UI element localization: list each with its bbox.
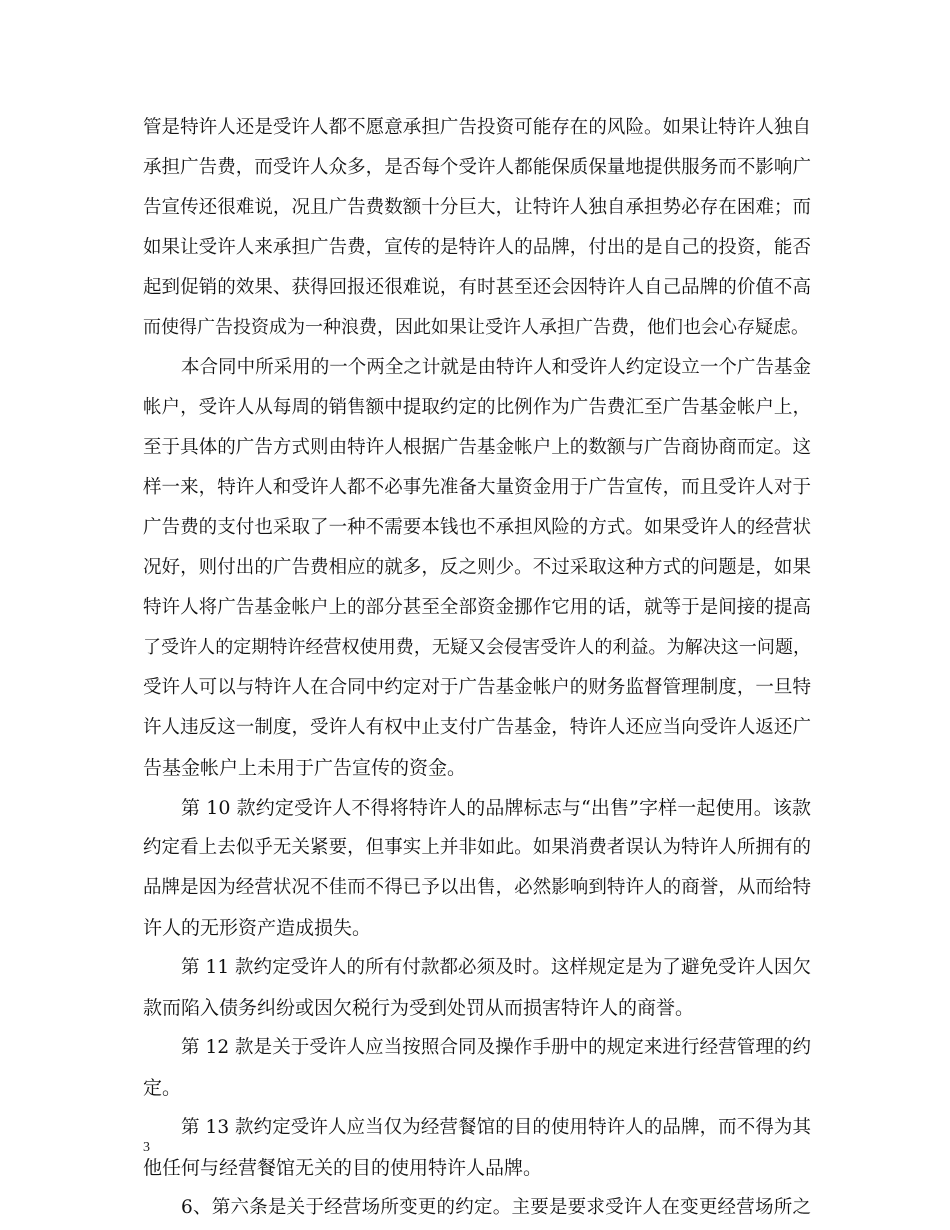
paragraph-line: 特许人将广告基金帐户上的部分甚至全部资金挪作它用的话，就等于是间接的提高 — [143, 597, 811, 618]
paragraph-1 — [143, 108, 811, 348]
paragraph-line: 起到促销的效果、获得回报还很难说，有时甚至还会因特许人自己品牌的价值不高 — [143, 277, 811, 298]
paragraph-line: 他任何与经营餐馆无关的目的使用特许人品牌。 — [143, 1157, 543, 1179]
paragraph-line: 广告费的支付也采取了一种不需要本钱也不承担风险的方式。如果受许人的经营状 — [143, 517, 811, 538]
paragraph-line: 第 10 款约定受许人不得将特许人的品牌标志与“出售”字样一起使用。该款 — [181, 797, 811, 819]
paragraph-line: 许人违反这一制度，受许人有权中止支付广告基金，特许人还应当向受许人返还广 — [143, 717, 811, 738]
document-body — [143, 108, 811, 1228]
paragraph-line: 告宣传还很难说，况且广告费数额十分巨大，让特许人独自承担势必存在困难；而 — [143, 197, 811, 218]
paragraph-line: 况好，则付出的广告费相应的就多，反之则少。不过采取这种方式的问题是，如果 — [143, 557, 811, 578]
paragraph-line: 约定看上去似乎无关紧要，但事实上并非如此。如果消费者误认为特许人所拥有的 — [143, 837, 811, 858]
paragraph-line: 6、第六条是关于经营场所变更的约定。主要是要求受许人在变更经营场所之 — [181, 1197, 811, 1218]
paragraph-line: 第 12 款是关于受许人应当按照合同及操作手册中的规定来进行经营管理的约 — [181, 1037, 811, 1058]
paragraph-3 — [143, 788, 811, 948]
paragraph-line: 第 13 款约定受许人应当仅为经营餐馆的目的使用特许人的品牌，而不得为其 — [181, 1117, 811, 1138]
paragraph-line: 如果让受许人来承担广告费，宣传的是特许人的品牌，付出的是自己的投资，能否 — [143, 237, 811, 258]
paragraph-4 — [143, 948, 811, 1028]
paragraph-line: 帐户，受许人从每周的销售额中提取约定的比例作为广告费汇至广告基金帐户上， — [143, 397, 811, 418]
paragraph-line: 第 11 款约定受许人的所有付款都必须及时。这样规定是为了避免受许人因欠 — [181, 957, 811, 978]
paragraph-7 — [143, 1188, 811, 1228]
paragraph-line: 许人的无形资产造成损失。 — [143, 917, 372, 939]
paragraph-line: 而使得广告投资成为一种浪费，因此如果让受许人承担广告费，他们也会心存疑虑。 — [143, 317, 809, 338]
paragraph-line: 承担广告费，而受许人众多，是否每个受许人都能保质保量地提供服务而不影响广 — [143, 157, 811, 178]
paragraph-line: 本合同中所采用的一个两全之计就是由特许人和受许人约定设立一个广告基金 — [181, 357, 811, 378]
paragraph-line: 了受许人的定期特许经营权使用费，无疑又会侵害受许人的利益。为解决这一问题， — [143, 637, 811, 658]
paragraph-line: 样一来，特许人和受许人都不必事先准备大量资金用于广告宣传，而且受许人对于 — [143, 477, 811, 498]
paragraph-line: 定。 — [143, 1077, 182, 1099]
paragraph-line: 品牌是因为经营状况不佳而不得已予以出售，必然影响到特许人的商誉，从而给特 — [143, 877, 811, 898]
paragraph-line: 至于具体的广告方式则由特许人根据广告基金帐户上的数额与广告商协商而定。这 — [143, 437, 811, 458]
paragraph-line: 告基金帐户上未用于广告宣传的资金。 — [143, 757, 467, 779]
paragraph-line: 款而陷入债务纠纷或因欠税行为受到处罚从而损害特许人的商誉。 — [143, 997, 695, 1019]
paragraph-2 — [143, 348, 811, 788]
paragraph-line: 管是特许人还是受许人都不愿意承担广告投资可能存在的风险。如果让特许人独自 — [143, 117, 811, 138]
paragraph-6 — [143, 1108, 811, 1188]
page-number: 3 — [143, 1140, 150, 1155]
paragraph-5 — [143, 1028, 811, 1108]
paragraph-line: 受许人可以与特许人在合同中约定对于广告基金帐户的财务监督管理制度，一旦特 — [143, 677, 811, 698]
